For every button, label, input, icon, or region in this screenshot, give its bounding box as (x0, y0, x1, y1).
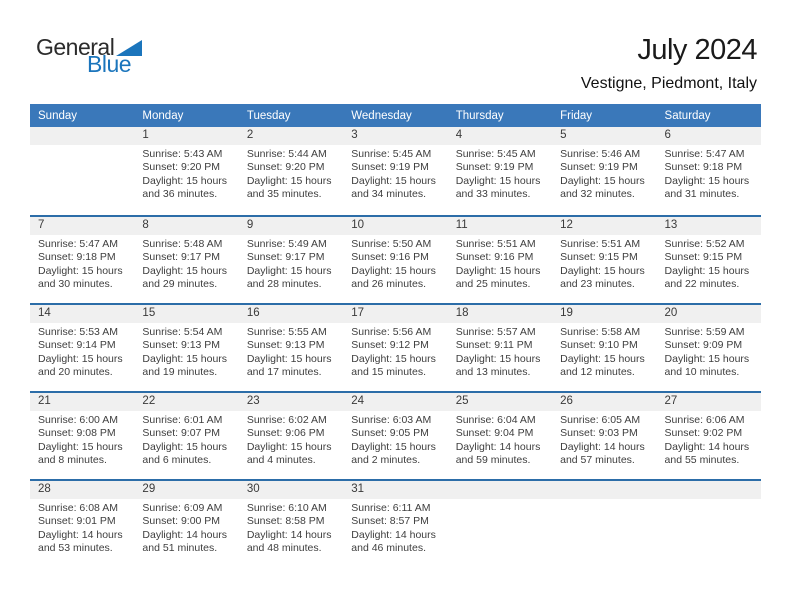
sunrise-text: Sunrise: 6:00 AM (38, 414, 118, 426)
empty-day-number (657, 481, 761, 499)
day-number: 2 (246, 129, 254, 141)
day-cell-details (134, 235, 238, 292)
day-number-band (30, 217, 761, 235)
sunrise-text: Sunrise: 6:09 AM (142, 502, 223, 514)
daylight-text: and 13 minutes. (455, 366, 531, 379)
empty-day-cell (448, 499, 552, 556)
week-row (30, 479, 761, 567)
daylight-text: and 34 minutes. (351, 188, 426, 201)
day-cell-details (239, 499, 343, 556)
daylight-text: Daylight: 14 hours (38, 528, 123, 541)
day-cell-details (134, 323, 238, 380)
sunrise-text: Sunrise: 5:53 AM (38, 326, 118, 338)
daylight-text: Daylight: 15 hours (142, 440, 228, 453)
daylight-text: and 53 minutes. (38, 542, 113, 555)
day-number: 17 (351, 307, 365, 319)
day-number: 27 (664, 395, 678, 407)
sunset-text: Sunset: 9:20 PM (142, 161, 221, 174)
daylight-text: and 20 minutes. (38, 366, 113, 379)
daylight-text: Daylight: 15 hours (560, 174, 645, 187)
daylight-text: and 48 minutes. (246, 542, 322, 555)
sunset-text: Sunset: 9:00 PM (142, 515, 221, 528)
sunrise-text: Sunrise: 5:50 AM (351, 238, 432, 250)
day-number: 14 (38, 307, 51, 319)
sunrise-text: Sunrise: 6:02 AM (246, 414, 327, 426)
day-number: 22 (142, 395, 156, 407)
daylight-text: Daylight: 15 hours (455, 174, 541, 187)
day-number: 19 (560, 307, 573, 319)
daylight-text: and 12 minutes. (560, 366, 635, 379)
daylight-text: and 55 minutes. (664, 454, 740, 467)
day-number: 29 (142, 483, 156, 495)
sunset-text: Sunset: 9:18 PM (38, 251, 116, 264)
daylight-text: Daylight: 15 hours (351, 174, 436, 187)
daylight-text: and 51 minutes. (142, 542, 218, 555)
weekday-header-saturday: Saturday (664, 109, 711, 122)
daylight-text: Daylight: 15 hours (246, 352, 332, 365)
day-number-band (30, 305, 761, 323)
daylight-text: and 46 minutes. (351, 542, 426, 555)
daylight-text: and 15 minutes. (351, 366, 426, 379)
sunset-text: Sunset: 9:20 PM (246, 161, 325, 174)
sunset-text: Sunset: 9:11 PM (455, 339, 533, 352)
daylight-text: and 33 minutes. (455, 188, 531, 201)
day-number: 11 (455, 219, 468, 231)
sunset-text: Sunset: 9:16 PM (455, 251, 534, 264)
weekday-header-sunday: Sunday (38, 109, 78, 122)
daylight-text: Daylight: 15 hours (38, 352, 123, 365)
daylight-text: and 23 minutes. (560, 278, 635, 291)
day-cell-details (448, 411, 552, 468)
day-cell-details (239, 235, 343, 292)
daylight-text: and 28 minutes. (246, 278, 322, 291)
daylight-text: and 29 minutes. (142, 278, 218, 291)
day-cell-details (552, 411, 656, 468)
sunset-text: Sunset: 9:02 PM (664, 427, 743, 440)
sunrise-text: Sunrise: 5:43 AM (142, 148, 223, 160)
daylight-text: and 19 minutes. (142, 366, 218, 379)
daylight-text: Daylight: 15 hours (142, 174, 228, 187)
sunset-text: Sunset: 9:15 PM (664, 251, 743, 264)
sunset-text: Sunset: 9:13 PM (142, 339, 221, 352)
daylight-text: Daylight: 15 hours (455, 352, 541, 365)
sunrise-text: Sunrise: 5:45 AM (351, 148, 432, 160)
sunset-text: Sunset: 9:04 PM (455, 427, 534, 440)
day-number: 1 (142, 129, 149, 141)
weekday-header-tuesday: Tuesday (246, 109, 291, 122)
day-cell-details (239, 411, 343, 468)
empty-day-number (448, 481, 552, 499)
daylight-text: Daylight: 15 hours (351, 352, 436, 365)
day-cell-details (448, 145, 552, 202)
sunrise-text: Sunrise: 5:52 AM (664, 238, 745, 250)
daylight-text: Daylight: 15 hours (246, 440, 332, 453)
daylight-text: and 57 minutes. (560, 454, 635, 467)
daylight-text: Daylight: 14 hours (142, 528, 228, 541)
page-title: July 2024 (637, 34, 757, 66)
day-cell-details (30, 323, 134, 380)
day-cell-details (343, 323, 447, 380)
day-number: 20 (664, 307, 678, 319)
week-row (30, 127, 761, 215)
sunset-text: Sunset: 9:09 PM (664, 339, 743, 352)
day-cell-details (657, 145, 761, 202)
daylight-text: Daylight: 14 hours (246, 528, 332, 541)
sunrise-text: Sunrise: 6:05 AM (560, 414, 641, 426)
day-cell-details (552, 145, 656, 202)
empty-day-number (552, 481, 656, 499)
day-cell-details (30, 235, 134, 292)
day-number: 6 (664, 129, 671, 141)
day-number: 8 (142, 219, 149, 231)
sunset-text: Sunset: 9:08 PM (38, 427, 116, 440)
sunrise-text: Sunrise: 6:08 AM (38, 502, 118, 514)
sunrise-text: Sunrise: 6:04 AM (455, 414, 536, 426)
daylight-text: and 26 minutes. (351, 278, 426, 291)
daylight-text: Daylight: 14 hours (455, 440, 541, 453)
day-number: 26 (560, 395, 573, 407)
daylight-text: and 25 minutes. (455, 278, 531, 291)
sunset-text: Sunset: 9:19 PM (560, 161, 638, 174)
daylight-text: and 17 minutes. (246, 366, 322, 379)
empty-day-cell (30, 145, 134, 202)
sunrise-text: Sunrise: 5:48 AM (142, 238, 223, 250)
logo-text-blue: Blue (87, 51, 132, 77)
daylight-text: Daylight: 14 hours (560, 440, 645, 453)
daylight-text: Daylight: 15 hours (142, 352, 228, 365)
empty-day-cell (657, 499, 761, 556)
sunset-text: Sunset: 9:06 PM (246, 427, 325, 440)
day-number-band (30, 127, 761, 145)
sunrise-text: Sunrise: 6:03 AM (351, 414, 432, 426)
location-subtitle: Vestigne, Piedmont, Italy (580, 75, 757, 92)
day-number-band (30, 481, 761, 499)
daylight-text: Daylight: 15 hours (142, 264, 228, 277)
daylight-text: Daylight: 15 hours (246, 174, 332, 187)
day-number: 15 (142, 307, 156, 319)
day-cell-details (134, 145, 238, 202)
daylight-text: and 2 minutes. (351, 454, 421, 467)
daylight-text: Daylight: 15 hours (664, 264, 750, 277)
sunset-text: Sunset: 9:01 PM (38, 515, 116, 528)
sunrise-text: Sunrise: 5:57 AM (455, 326, 536, 338)
daylight-text: Daylight: 15 hours (455, 264, 541, 277)
day-number: 18 (455, 307, 469, 319)
sunset-text: Sunset: 9:19 PM (455, 161, 534, 174)
day-number: 10 (351, 219, 365, 231)
sunrise-text: Sunrise: 5:55 AM (246, 326, 327, 338)
sunrise-text: Sunrise: 5:46 AM (560, 148, 641, 160)
daylight-text: and 10 minutes. (664, 366, 740, 379)
weekday-header-row (30, 104, 761, 127)
day-cell-details (343, 235, 447, 292)
weekday-header-friday: Friday (560, 109, 593, 122)
day-cell-details (343, 499, 447, 556)
sunset-text: Sunset: 9:07 PM (142, 427, 221, 440)
day-number: 21 (38, 395, 51, 407)
day-details-band (30, 145, 761, 202)
day-details-band (30, 235, 761, 292)
sunrise-text: Sunrise: 5:51 AM (560, 238, 641, 250)
sunrise-text: Sunrise: 5:56 AM (351, 326, 432, 338)
daylight-text: and 59 minutes. (455, 454, 531, 467)
sunset-text: Sunset: 8:57 PM (351, 515, 429, 528)
sunset-text: Sunset: 9:10 PM (560, 339, 638, 352)
daylight-text: Daylight: 15 hours (351, 264, 436, 277)
sunset-text: Sunset: 9:03 PM (560, 427, 638, 440)
sunrise-text: Sunrise: 5:47 AM (664, 148, 745, 160)
day-number: 7 (38, 219, 45, 231)
daylight-text: and 6 minutes. (142, 454, 212, 467)
day-cell-details (239, 145, 343, 202)
sunrise-text: Sunrise: 5:49 AM (246, 238, 327, 250)
sunrise-text: Sunrise: 6:10 AM (246, 502, 327, 514)
day-number-band (30, 393, 761, 411)
sunrise-text: Sunrise: 5:51 AM (455, 238, 536, 250)
daylight-text: Daylight: 15 hours (38, 440, 123, 453)
day-cell-details (448, 323, 552, 380)
day-number: 3 (351, 129, 358, 141)
week-row (30, 391, 761, 479)
sunrise-text: Sunrise: 6:06 AM (664, 414, 745, 426)
day-cell-details (134, 411, 238, 468)
calendar-grid (30, 104, 761, 567)
sunrise-text: Sunrise: 5:45 AM (455, 148, 536, 160)
daylight-text: and 32 minutes. (560, 188, 635, 201)
sunset-text: Sunset: 9:12 PM (351, 339, 429, 352)
sunset-text: Sunset: 9:14 PM (38, 339, 116, 352)
daylight-text: Daylight: 15 hours (664, 352, 750, 365)
daylight-text: Daylight: 14 hours (351, 528, 436, 541)
day-cell-details (134, 499, 238, 556)
daylight-text: and 31 minutes. (664, 188, 740, 201)
weeks-container (30, 127, 761, 567)
sunset-text: Sunset: 9:13 PM (246, 339, 325, 352)
daylight-text: and 36 minutes. (142, 188, 218, 201)
day-number: 30 (246, 483, 260, 495)
sunset-text: Sunset: 9:17 PM (142, 251, 221, 264)
day-details-band (30, 499, 761, 556)
sunset-text: Sunset: 9:15 PM (560, 251, 638, 264)
sunset-text: Sunset: 9:05 PM (351, 427, 429, 440)
daylight-text: Daylight: 15 hours (664, 174, 750, 187)
daylight-text: and 30 minutes. (38, 278, 113, 291)
day-number: 25 (455, 395, 469, 407)
day-number: 16 (246, 307, 260, 319)
day-number: 24 (351, 395, 365, 407)
daylight-text: and 8 minutes. (38, 454, 107, 467)
sunrise-text: Sunrise: 6:11 AM (351, 502, 431, 514)
day-number: 9 (246, 219, 254, 231)
day-cell-details (657, 235, 761, 292)
day-cell-details (552, 323, 656, 380)
day-number: 4 (455, 129, 463, 141)
weekday-header-wednesday: Wednesday (351, 109, 412, 122)
daylight-text: Daylight: 15 hours (560, 264, 645, 277)
title-block (581, 34, 757, 93)
logo-text-general: General (36, 34, 115, 60)
daylight-text: Daylight: 15 hours (560, 352, 645, 365)
weekday-header-thursday: Thursday (455, 109, 504, 122)
sunrise-text: Sunrise: 5:54 AM (142, 326, 223, 338)
daylight-text: and 4 minutes. (246, 454, 316, 467)
sunset-text: Sunset: 9:18 PM (664, 161, 743, 174)
weekday-header-monday: Monday (142, 109, 184, 122)
day-number: 28 (38, 483, 51, 495)
day-cell-details (343, 145, 447, 202)
daylight-text: Daylight: 15 hours (246, 264, 332, 277)
sunset-text: Sunset: 9:16 PM (351, 251, 429, 264)
day-number: 13 (664, 219, 678, 231)
week-row (30, 215, 761, 303)
general-blue-logo (36, 36, 142, 76)
sunrise-text: Sunrise: 5:44 AM (246, 148, 327, 160)
week-row (30, 303, 761, 391)
sunset-text: Sunset: 9:19 PM (351, 161, 429, 174)
daylight-text: Daylight: 15 hours (38, 264, 123, 277)
sunrise-text: Sunrise: 5:58 AM (560, 326, 641, 338)
day-details-band (30, 323, 761, 380)
day-cell-details (448, 235, 552, 292)
empty-day-cell (552, 499, 656, 556)
day-number: 31 (351, 483, 365, 495)
daylight-text: and 22 minutes. (664, 278, 740, 291)
day-number: 23 (246, 395, 260, 407)
sunrise-text: Sunrise: 6:01 AM (142, 414, 223, 426)
sunset-text: Sunset: 8:58 PM (246, 515, 325, 528)
day-cell-details (343, 411, 447, 468)
day-cell-details (657, 323, 761, 380)
day-cell-details (657, 411, 761, 468)
day-number: 12 (560, 219, 573, 231)
day-number: 5 (560, 129, 567, 141)
sunset-text: Sunset: 9:17 PM (246, 251, 325, 264)
day-cell-details (30, 411, 134, 468)
empty-day-number (30, 127, 134, 145)
daylight-text: Daylight: 14 hours (664, 440, 750, 453)
day-cell-details (30, 499, 134, 556)
day-details-band (30, 411, 761, 468)
day-cell-details (239, 323, 343, 380)
sunrise-text: Sunrise: 5:47 AM (38, 238, 118, 250)
daylight-text: Daylight: 15 hours (351, 440, 436, 453)
sunrise-text: Sunrise: 5:59 AM (664, 326, 745, 338)
daylight-text: and 35 minutes. (246, 188, 322, 201)
day-cell-details (552, 235, 656, 292)
